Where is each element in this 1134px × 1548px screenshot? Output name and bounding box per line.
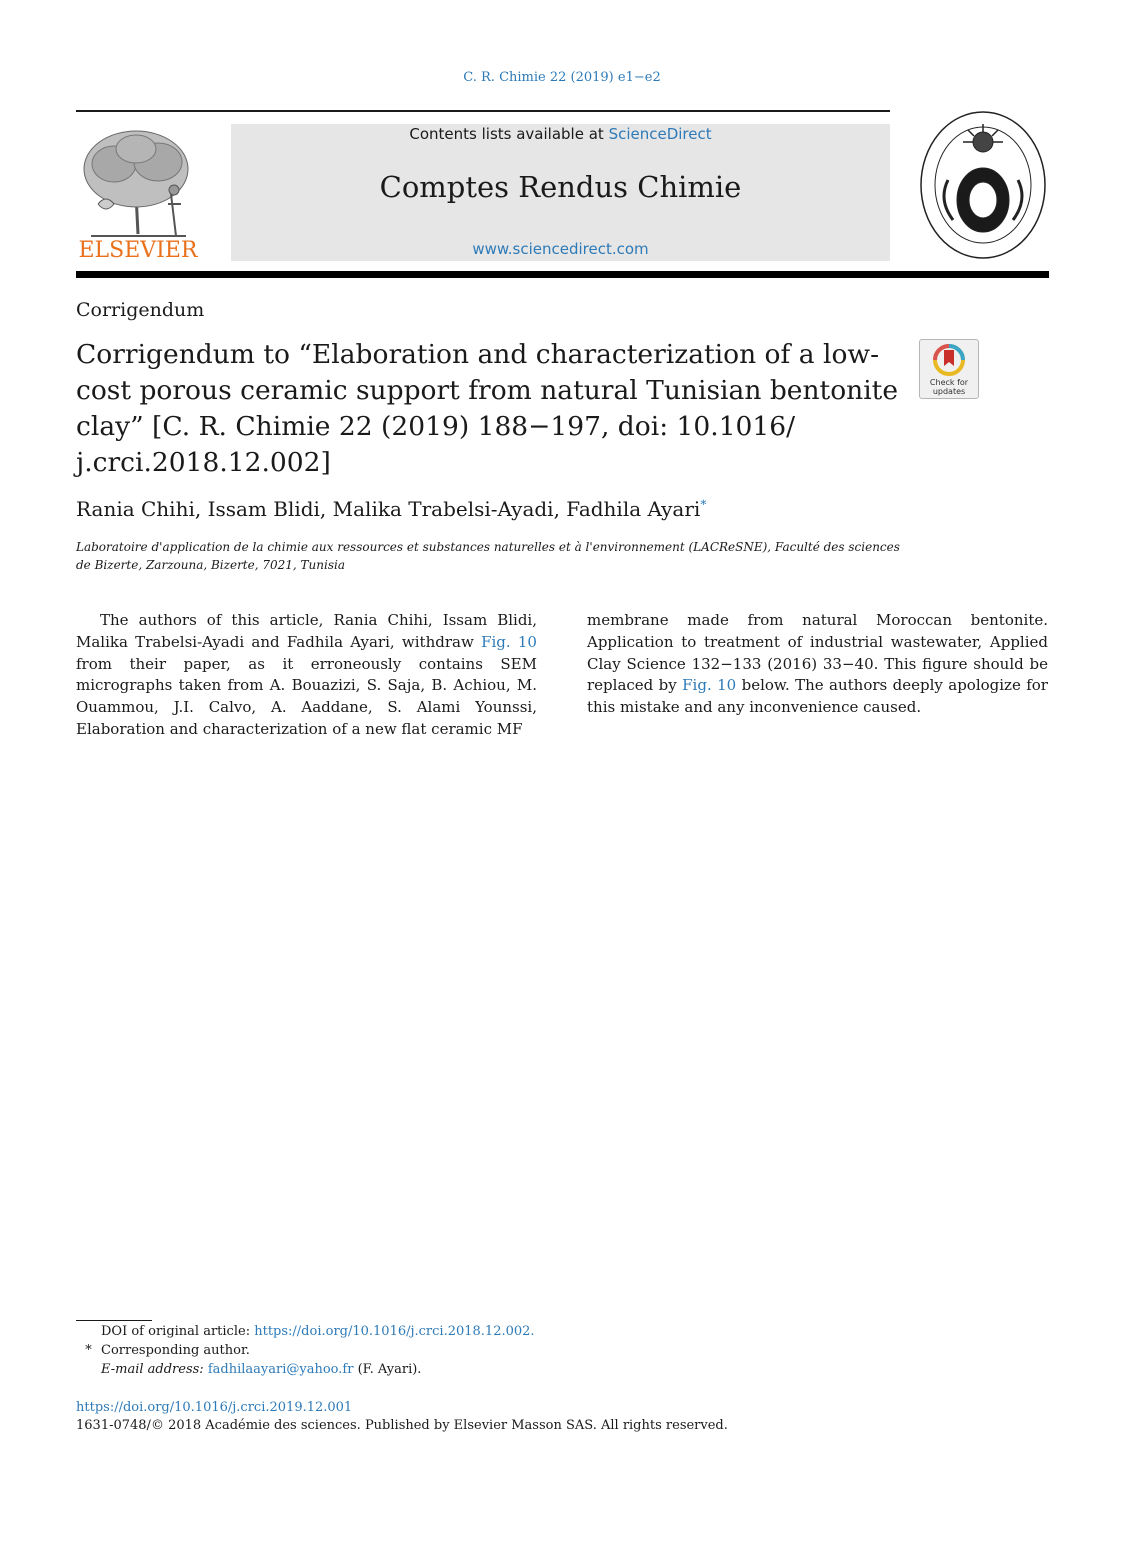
- contents-prefix: Contents lists available at: [409, 125, 604, 143]
- check-for-updates-button[interactable]: [919, 339, 979, 399]
- footnote-rule: [76, 1320, 152, 1321]
- footnote-doi: [76, 1323, 535, 1341]
- doi-label: DOI of original article:: [101, 1324, 251, 1339]
- check-line-2: updates: [932, 387, 966, 396]
- check-for-updates-icon: [920, 342, 978, 380]
- email-link[interactable]: fadhilaayari@yahoo.fr: [207, 1362, 354, 1377]
- journal-title: Comptes Rendus Chimie: [379, 170, 742, 204]
- sciencedirect-link[interactable]: ScienceDirect: [608, 125, 712, 143]
- body-text-right-1: membrane made from natural Moroccan bentonite. Application to treatment of industrial wastewater, Applied Clay Science 132−133 (2016) 33−40. This figure should be replaced by: [587, 611, 1048, 695]
- article-title: Corrigendum to “Elaboration and characterization of a low-cost porous ceramic support from natural Tunisian bentonite clay” [C. R. Chimie 22 (2019) 188−197, doi: 10.1016/ j.crci.2018.12.002]: [76, 339, 899, 478]
- article-doi-link[interactable]: https://doi.org/10.1016/j.crci.2019.12.001: [76, 1400, 353, 1415]
- body-text-right-2: below. The authors deeply apologize for this mistake and any inconvenience caused.: [587, 676, 1048, 717]
- check-for-updates-label: [920, 378, 978, 396]
- check-line-1: Check for: [929, 378, 969, 387]
- original-doi-link[interactable]: https://doi.org/10.1016/j.crci.2018.12.002.: [254, 1324, 535, 1339]
- fig-10-link[interactable]: Fig. 10: [481, 632, 537, 651]
- running-head[interactable]: C. R. Chimie 22 (2019) e1−e2: [463, 70, 661, 85]
- header-rule: [76, 110, 890, 112]
- body-column-right: [587, 610, 1048, 719]
- journal-url-link[interactable]: www.sciencedirect.com: [472, 240, 649, 258]
- body-text-left-2: from their paper, as it erroneously contains SEM micrographs taken from A. Bouazizi, S. Saja, B. Achiou, M. Ouammou, J.I. Calvo, A. Aaddane, S. Alami Younssi, Elaboration and characterization of a new flat ceramic MF: [76, 654, 537, 738]
- corresponding-text: Corresponding author.: [101, 1343, 250, 1358]
- footnote-email: [76, 1361, 421, 1379]
- body-column-left: [76, 610, 537, 741]
- article-type: Corrigendum: [76, 299, 205, 321]
- email-label: E-mail address:: [101, 1362, 204, 1377]
- author-names: Rania Chihi, Issam Blidi, Malika Trabelsi-Ayadi, Fadhila Ayari: [76, 497, 701, 521]
- copyright-notice: 1631-0748/© 2018 Académie des sciences. Published by Elsevier Masson SAS. All rights reserved.: [76, 1418, 728, 1433]
- publisher-name: ELSEVIER: [78, 238, 198, 263]
- footnote-mark: *: [85, 1343, 92, 1358]
- affiliation: Laboratoire d'application de la chimie aux ressources et substances naturelles et à l'environnement (LACReSNE), Faculté des sciences de Bizerte, Zarzouna, Bizerte, 7021, Tunisia: [76, 540, 900, 572]
- header-thick-rule: [76, 271, 1049, 278]
- footnote-corresponding: [76, 1342, 250, 1360]
- body-text-left-1: The authors of this article, Rania Chihi, Issam Blidi, Malika Trabelsi-Ayadi and Fadhila Ayari, withdraw: [76, 611, 537, 651]
- author-list: [76, 497, 706, 521]
- academie-des-sciences-seal-icon: [918, 110, 1048, 260]
- corresponding-author-link[interactable]: *: [700, 497, 707, 512]
- email-suffix: (F. Ayari).: [357, 1362, 422, 1377]
- contents-line: [231, 125, 890, 143]
- fig-10-link-2[interactable]: Fig. 10: [682, 676, 737, 695]
